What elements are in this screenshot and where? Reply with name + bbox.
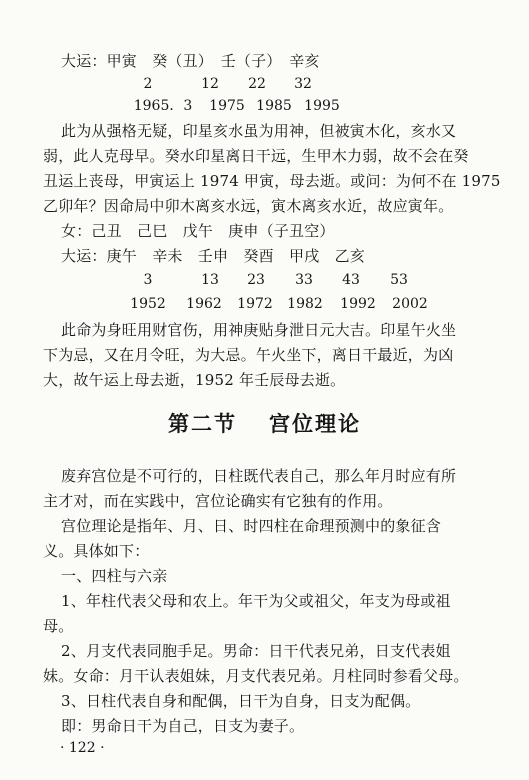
para4-line: 宫位理论是指年、月、日、时四柱在命理预测中的象征含 <box>61 517 442 535</box>
age-value: 53 <box>390 272 408 288</box>
item2-line: 妹。女命：月干认表姐妹，月支代表兄弟。月柱同时参看父母。 <box>43 667 469 685</box>
item3-line: 3、日柱代表自身和配偶，日干为自身，日支为配偶。 <box>61 692 421 710</box>
item2-line: 2、月支代表同胞手足。男命：日干代表兄弟，日支代表姐 <box>61 642 451 660</box>
year-value: 1982 <box>287 296 323 312</box>
year-value: 1965．3 <box>133 98 193 114</box>
para3-line: 废弃宫位是不可行的，日柱既代表自己，那么年月时应有所 <box>61 467 457 485</box>
age-value: 12 <box>201 76 219 92</box>
page-number: · 122 · <box>60 740 105 756</box>
section-number: 第二节 <box>168 412 237 436</box>
year-value: 1985 <box>256 98 292 114</box>
item1-line: 1、年柱代表父母和农上。年干为父或祖父，年支为母或祖 <box>61 592 451 610</box>
item3b-line: 即：男命日干为自己，日支为妻子。 <box>61 717 305 735</box>
age-row-2 <box>0 271 529 289</box>
age-value: 43 <box>342 272 360 288</box>
age-value: 32 <box>294 76 312 92</box>
age-value: 2 <box>143 76 153 92</box>
para2-line: 大，故午运上母去逝，1952 年壬辰母去逝。 <box>43 371 346 389</box>
para1-line: 乙卯年？因命局中卯木离亥水远，寅木离亥水近，故应寅年。 <box>43 197 454 215</box>
age-value: 22 <box>248 76 266 92</box>
dayun-line-2: 大运：庚午 辛未 壬申 癸酉 甲戌 乙亥 <box>61 247 366 265</box>
year-value: 1972 <box>237 296 273 312</box>
year-value: 1952 <box>130 296 166 312</box>
year-value: 1992 <box>340 296 376 312</box>
section-title: 宫位理论 <box>269 412 361 436</box>
age-row-1 <box>0 75 529 93</box>
year-row-2 <box>0 295 529 313</box>
year-value: 1962 <box>186 296 222 312</box>
para2-line: 此命为身旺用财官伤，用神庚贴身泄日元大吉。印星午火坐 <box>61 321 457 339</box>
age-value: 33 <box>295 272 313 288</box>
para1-line: 此为从强格无疑，印星亥水虽为用神，但被寅木化，亥水又 <box>61 122 457 140</box>
item1-line: 母。 <box>43 617 74 635</box>
age-value: 23 <box>247 272 265 288</box>
para3-line: 主才对，而在实践中，宫位论确实有它独有的作用。 <box>43 492 393 510</box>
para2-line: 下为忌，又在月令旺，为大忌。午火坐下，离日干最近，为凶 <box>43 346 454 364</box>
female-chart-line: 女：己丑 己巳 戊午 庚申（子丑空） <box>61 222 335 240</box>
para4-line: 义。具体如下： <box>43 542 150 560</box>
year-value: 2002 <box>392 296 428 312</box>
age-value: 13 <box>201 272 219 288</box>
para1-line: 弱，此人克母早。癸水印星离日干远，生甲木力弱，故不会在癸 <box>43 147 469 165</box>
para1-line: 丑运上丧母，甲寅运上 1974 甲寅，母去逝。或问：为何不在 1975 <box>43 172 501 190</box>
age-value: 3 <box>143 272 153 288</box>
year-value: 1995 <box>304 98 340 114</box>
subheading: 一、四柱与六亲 <box>61 567 168 585</box>
year-row-1 <box>0 97 529 115</box>
dayun-line-1: 大运：甲寅 癸（丑） 壬（子） 辛亥 <box>61 52 320 70</box>
year-value: 1975 <box>209 98 245 114</box>
section-heading <box>0 408 529 438</box>
